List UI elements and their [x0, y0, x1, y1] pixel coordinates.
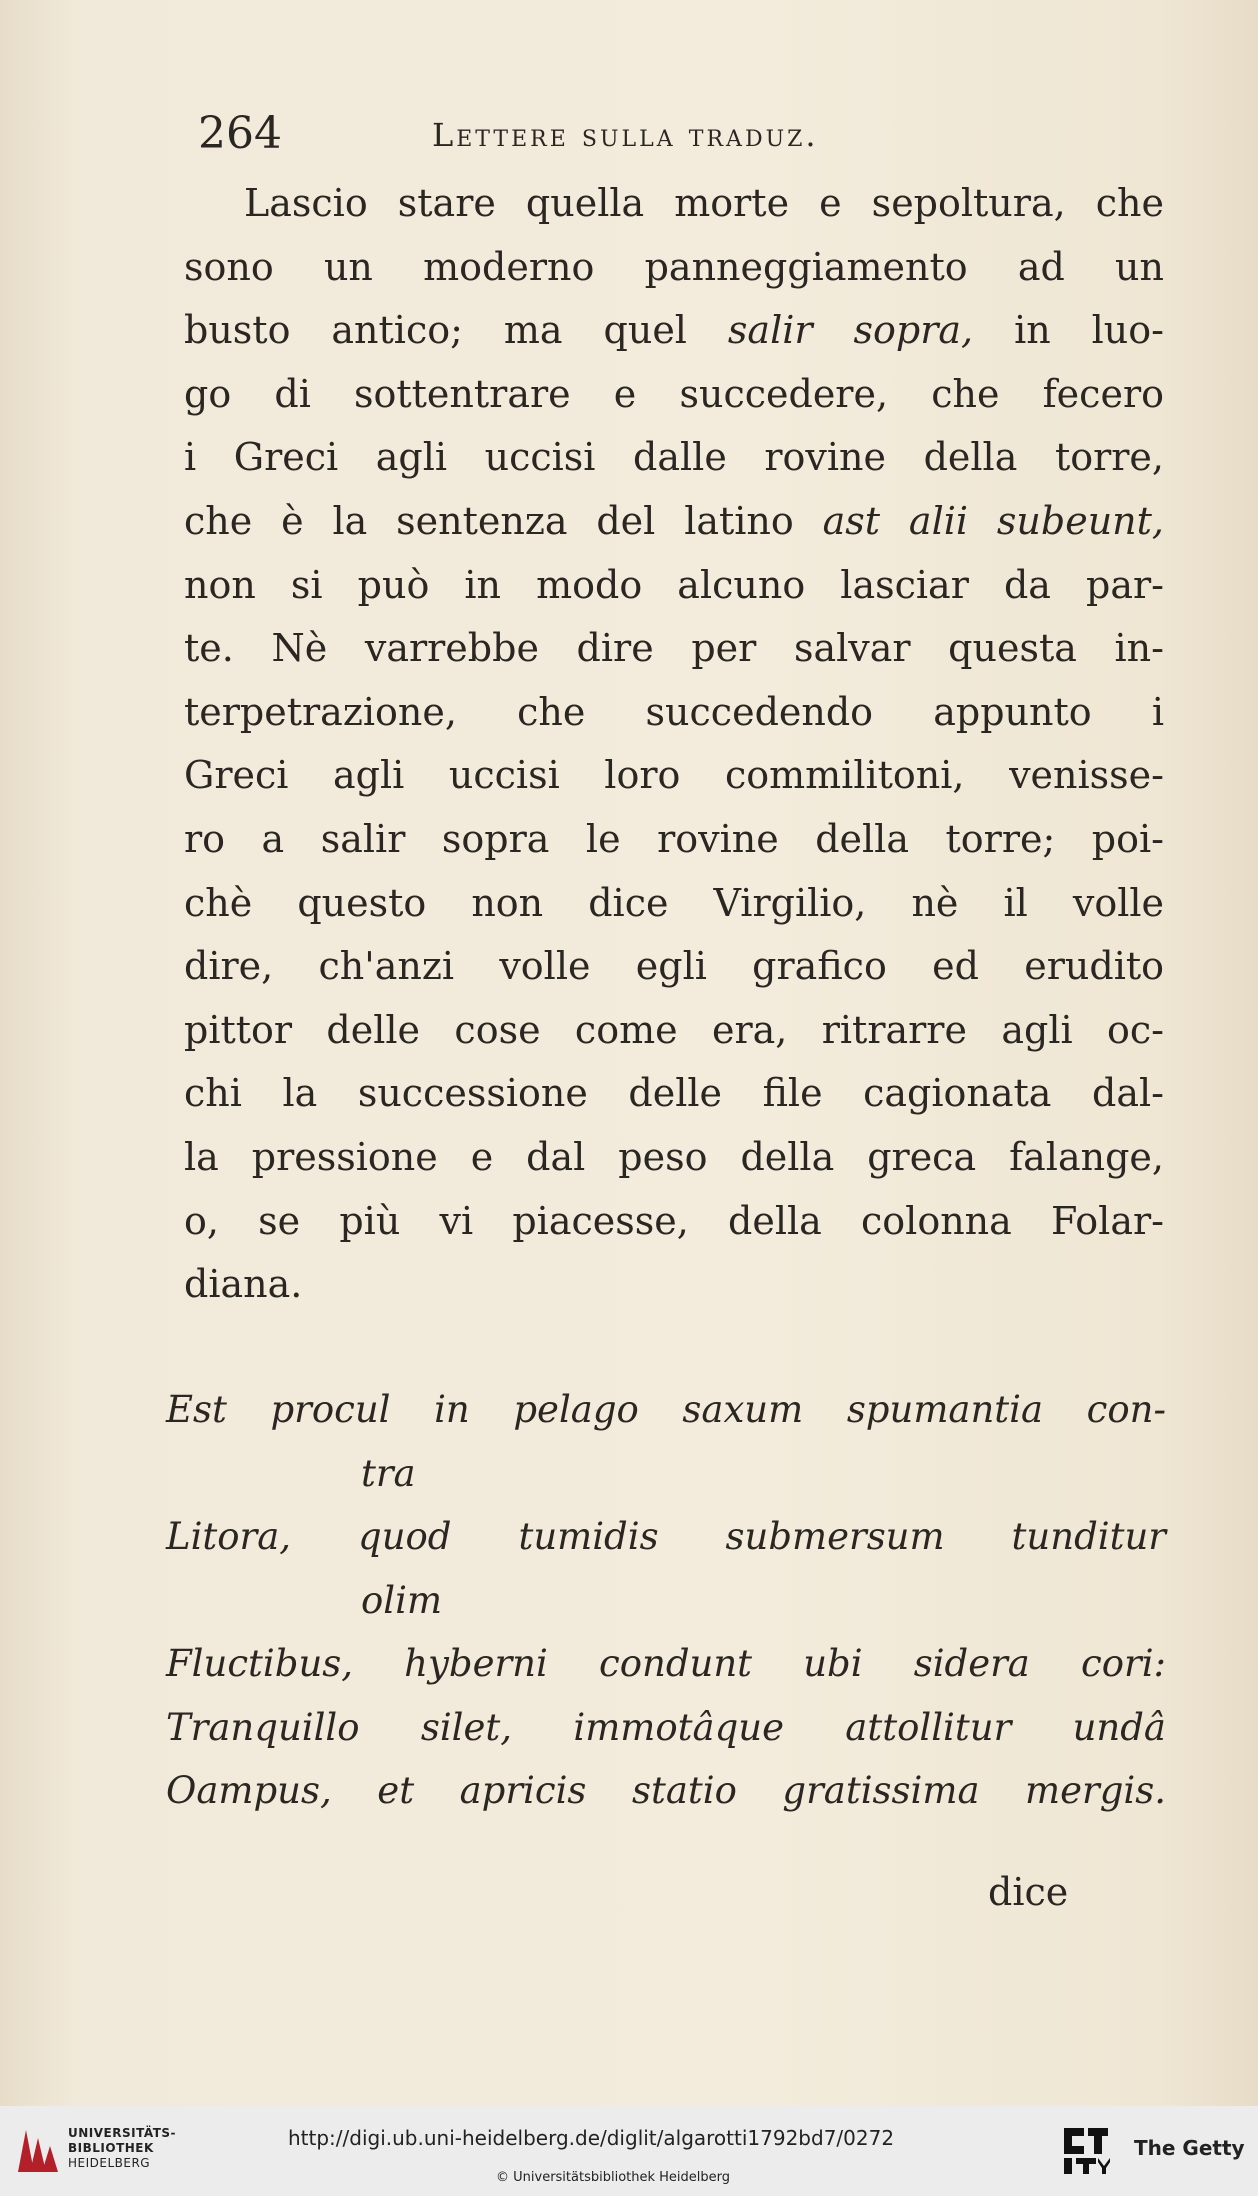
university-library-logo-icon[interactable]: [12, 2124, 60, 2176]
prose-line: te. Nè varrebbe dire per salvar questa in-: [184, 626, 1164, 671]
prose-line: che è la sentenza del latino ast alii subeunt,: [184, 498, 1164, 543]
page-number: 264: [198, 108, 282, 159]
prose-line: go di sottentrare e succedere, che fecero: [184, 371, 1164, 416]
verse-line: Fluctibus, hyberni condunt ubi sidera cori:: [166, 1642, 1166, 1685]
getty-name: The Getty: [1134, 2136, 1245, 2160]
page-header: [190, 108, 1140, 168]
running-head: Lettere sulla traduz.: [432, 116, 819, 154]
catchword: dice: [988, 1870, 1069, 1914]
prose-line: dire, ch'anzi volle egli grafico ed erudito: [184, 944, 1164, 989]
prose-line: ro a salir sopra le rovine della torre; poi-: [184, 816, 1164, 861]
prose-line: Lascio stare quella morte e sepoltura, che: [244, 181, 1164, 225]
prose-line: i Greci agli uccisi dalle rovine della torre,: [184, 435, 1164, 480]
prose-line: o, se più vi piacesse, della colonna Folar-: [184, 1198, 1164, 1243]
permalink-url[interactable]: http://digi.ub.uni-heidelberg.de/diglit/algarotti1792bd7/0272: [288, 2126, 895, 2150]
prose-line: non si può in modo alcuno lasciar da par-: [184, 562, 1164, 607]
prose-line: chè questo non dice Virgilio, nè il volle: [184, 880, 1164, 925]
prose-paragraph: [184, 172, 1164, 1317]
latin-verse-quotation: [166, 1378, 1166, 1823]
prose-line: la pressione e dal peso della greca falange,: [184, 1134, 1164, 1179]
viewer-footer: [0, 2106, 1258, 2196]
verse-line: Litora, quod tumidis submersum tunditur: [166, 1515, 1166, 1558]
verse-line: Est procul in pelago saxum spumantia con-: [166, 1388, 1166, 1431]
verse-line-continuation: tra: [361, 1451, 416, 1495]
prose-line: pittor delle cose come era, ritrarre agli oc-: [184, 1007, 1164, 1052]
copyright-notice: © Universitätsbibliothek Heidelberg: [496, 2170, 731, 2185]
prose-line: terpetrazione, che succedendo appunto i: [184, 689, 1164, 734]
prose-line: chi la successione delle file cagionata dal-: [184, 1071, 1164, 1116]
verse-line-continuation: olim: [361, 1578, 443, 1622]
getty-logo-icon[interactable]: [1060, 2124, 1112, 2178]
prose-line: Greci agli uccisi loro commilitoni, venisse-: [184, 753, 1164, 798]
prose-line: sono un moderno panneggiamento ad un: [184, 244, 1164, 289]
prose-line: diana.: [184, 1262, 303, 1307]
verse-line: Oampus, et apricis statio gratissima mergis.: [166, 1769, 1166, 1812]
library-name: UNIVERSITÄTS- BIBLIOTHEK HEIDELBERG: [68, 2126, 177, 2170]
verse-line: Tranquillo silet, immotâque attollitur undâ: [166, 1705, 1166, 1749]
prose-line: busto antico; ma quel salir sopra, in luo-: [184, 308, 1164, 353]
